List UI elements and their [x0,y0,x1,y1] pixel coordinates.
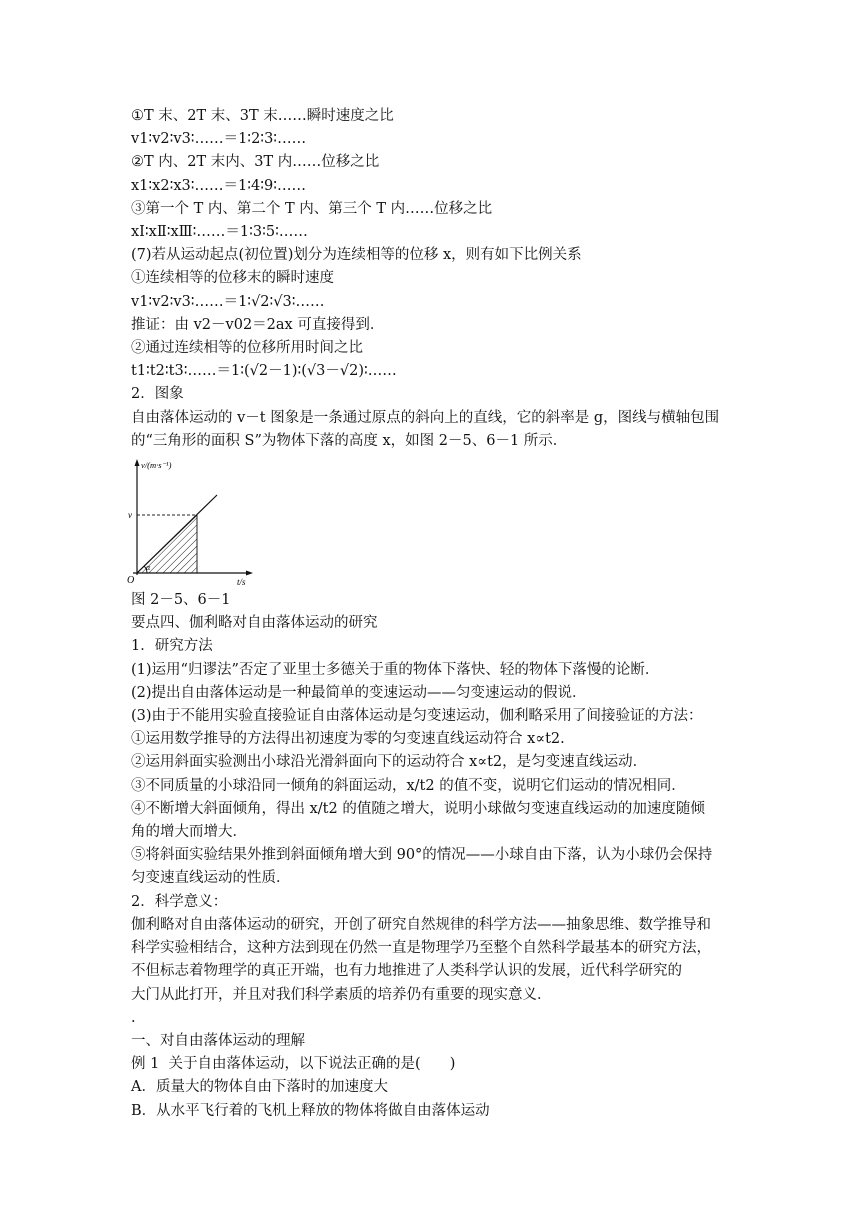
text-line: xⅠ∶xⅡ∶xⅢ∶……＝1∶3∶5∶…… [131,224,308,241]
text-line: x1∶x2∶x3∶……＝1∶4∶9∶…… [131,177,307,194]
text-line: 科学实验相结合，这种方法到现在仍然一直是物理学乃至整个自然科学最基本的研究方法， [131,940,711,957]
text-line: 的“三角形的面积 S”为物体下落的高度 x，如图 2－5、6－1 所示． [131,432,568,449]
text-line: 1．研究方法 [131,638,213,655]
text-line: 一、对自由落体运动的理解 [131,1032,305,1049]
text-line: B．从水平飞行着的飞机上释放的物体将做自由落体运动 [131,1102,490,1119]
document-page [127,105,731,1123]
vt-graph [125,455,265,587]
x-axis-arrow [246,571,253,576]
text-line: v1∶v2∶v3∶……＝1∶√2∶√3∶…… [131,293,325,310]
origin-label: O [127,575,135,587]
text-line: ①T 末、2T 末、3T 末……瞬时速度之比 [131,108,394,124]
text-line: v1∶v2∶v3∶……＝1∶2∶3∶…… [131,131,307,148]
text-line: ②T 内、2T 末内、3T 内……位移之比 [131,154,380,171]
text-line: 角的增大而增大． [131,824,247,841]
figure-caption: 图 2－5、6－1 [131,592,231,609]
text-line: ⑤将斜面实验结果外推到斜面倾角增大到 90°的情况——小球自由下落，认为小球仍会保持 [131,847,713,864]
text-line: ③第一个 T 内、第二个 T 内、第三个 T 内……位移之比 [131,200,493,217]
text-line: (1)运用“归谬法”否定了亚里士多德关于重的物体下落快、轻的物体下落慢的论断． [131,661,660,678]
text-line: ①运用数学推导的方法得出初速度为零的匀变速直线运动符合 x∝t2. [131,731,565,748]
text-block-bottom [131,612,731,1122]
text-line: t1∶t2∶t3∶……＝1∶(√2－1)∶(√3－√2)∶…… [131,363,397,380]
text-line: 伽利略对自由落体运动的研究，开创了研究自然规律的科学方法——抽象思维、数学推导和 [131,916,711,933]
text-line: 例 1 关于自由落体运动，以下说法正确的是( ) [131,1056,456,1073]
y-axis-label: v/(m·s⁻¹) [141,460,172,471]
text-line: ②通过连续相等的位移所用时间之比 [131,340,363,357]
x-axis-label: t/s [237,577,246,588]
text-line: A．质量大的物体自由下落时的加速度大 [131,1079,388,1096]
y-axis-arrow [135,459,140,466]
text-line: 大门从此打开，并且对我们科学素质的培养仍有重要的现实意义． [131,986,552,1003]
text-block-top [131,105,731,453]
text-line: . [131,1009,136,1026]
text-line: ②运用斜面实验测出小球沿光滑斜面向下的运动符合 x∝t2，是匀变速直线运动． [131,754,648,771]
text-line: 2．图象 [131,386,184,403]
text-line: 要点四、伽利略对自由落体运动的研究 [131,615,378,632]
text-line: ①连续相等的位移末的瞬时速度 [131,270,334,287]
text-line: 自由落体运动的 v－t 图象是一条通过原点的斜向上的直线，它的斜率是 g，图线与横轴包围 [131,409,720,426]
text-line: ③不同质量的小球沿同一倾角的斜面运动，x/t2 的值不变，说明它们运动的情况相同． [131,777,686,794]
text-line: (2)提出自由落体运动是一种最简单的变速运动——匀变速运动的假说． [131,684,587,701]
text-line: ④不断增大斜面倾角，得出 x/t2 的值随之增大，说明小球做匀变速直线运动的加速度随倾 [131,800,705,817]
text-line: 不但标志着物理学的真正开端，也有力地推进了人类科学认识的发展，近代科学研究的 [131,963,682,980]
v-label: v [128,510,132,521]
text-line: 匀变速直线运动的性质． [131,870,291,887]
text-line: (7)若从运动起点(初位置)划分为连续相等的位移 x，则有如下比例关系 [131,247,582,264]
angle-label: α [146,563,151,573]
vt-graph-figure [125,455,265,587]
text-line: (3)由于不能用实验直接验证自由落体运动是匀变速运动，伽利略采用了间接验证的方法： [131,708,703,725]
text-line: 推证：由 v2－v02＝2ax 可直接得到． [131,316,385,333]
text-line: 2．科学意义： [131,893,228,910]
